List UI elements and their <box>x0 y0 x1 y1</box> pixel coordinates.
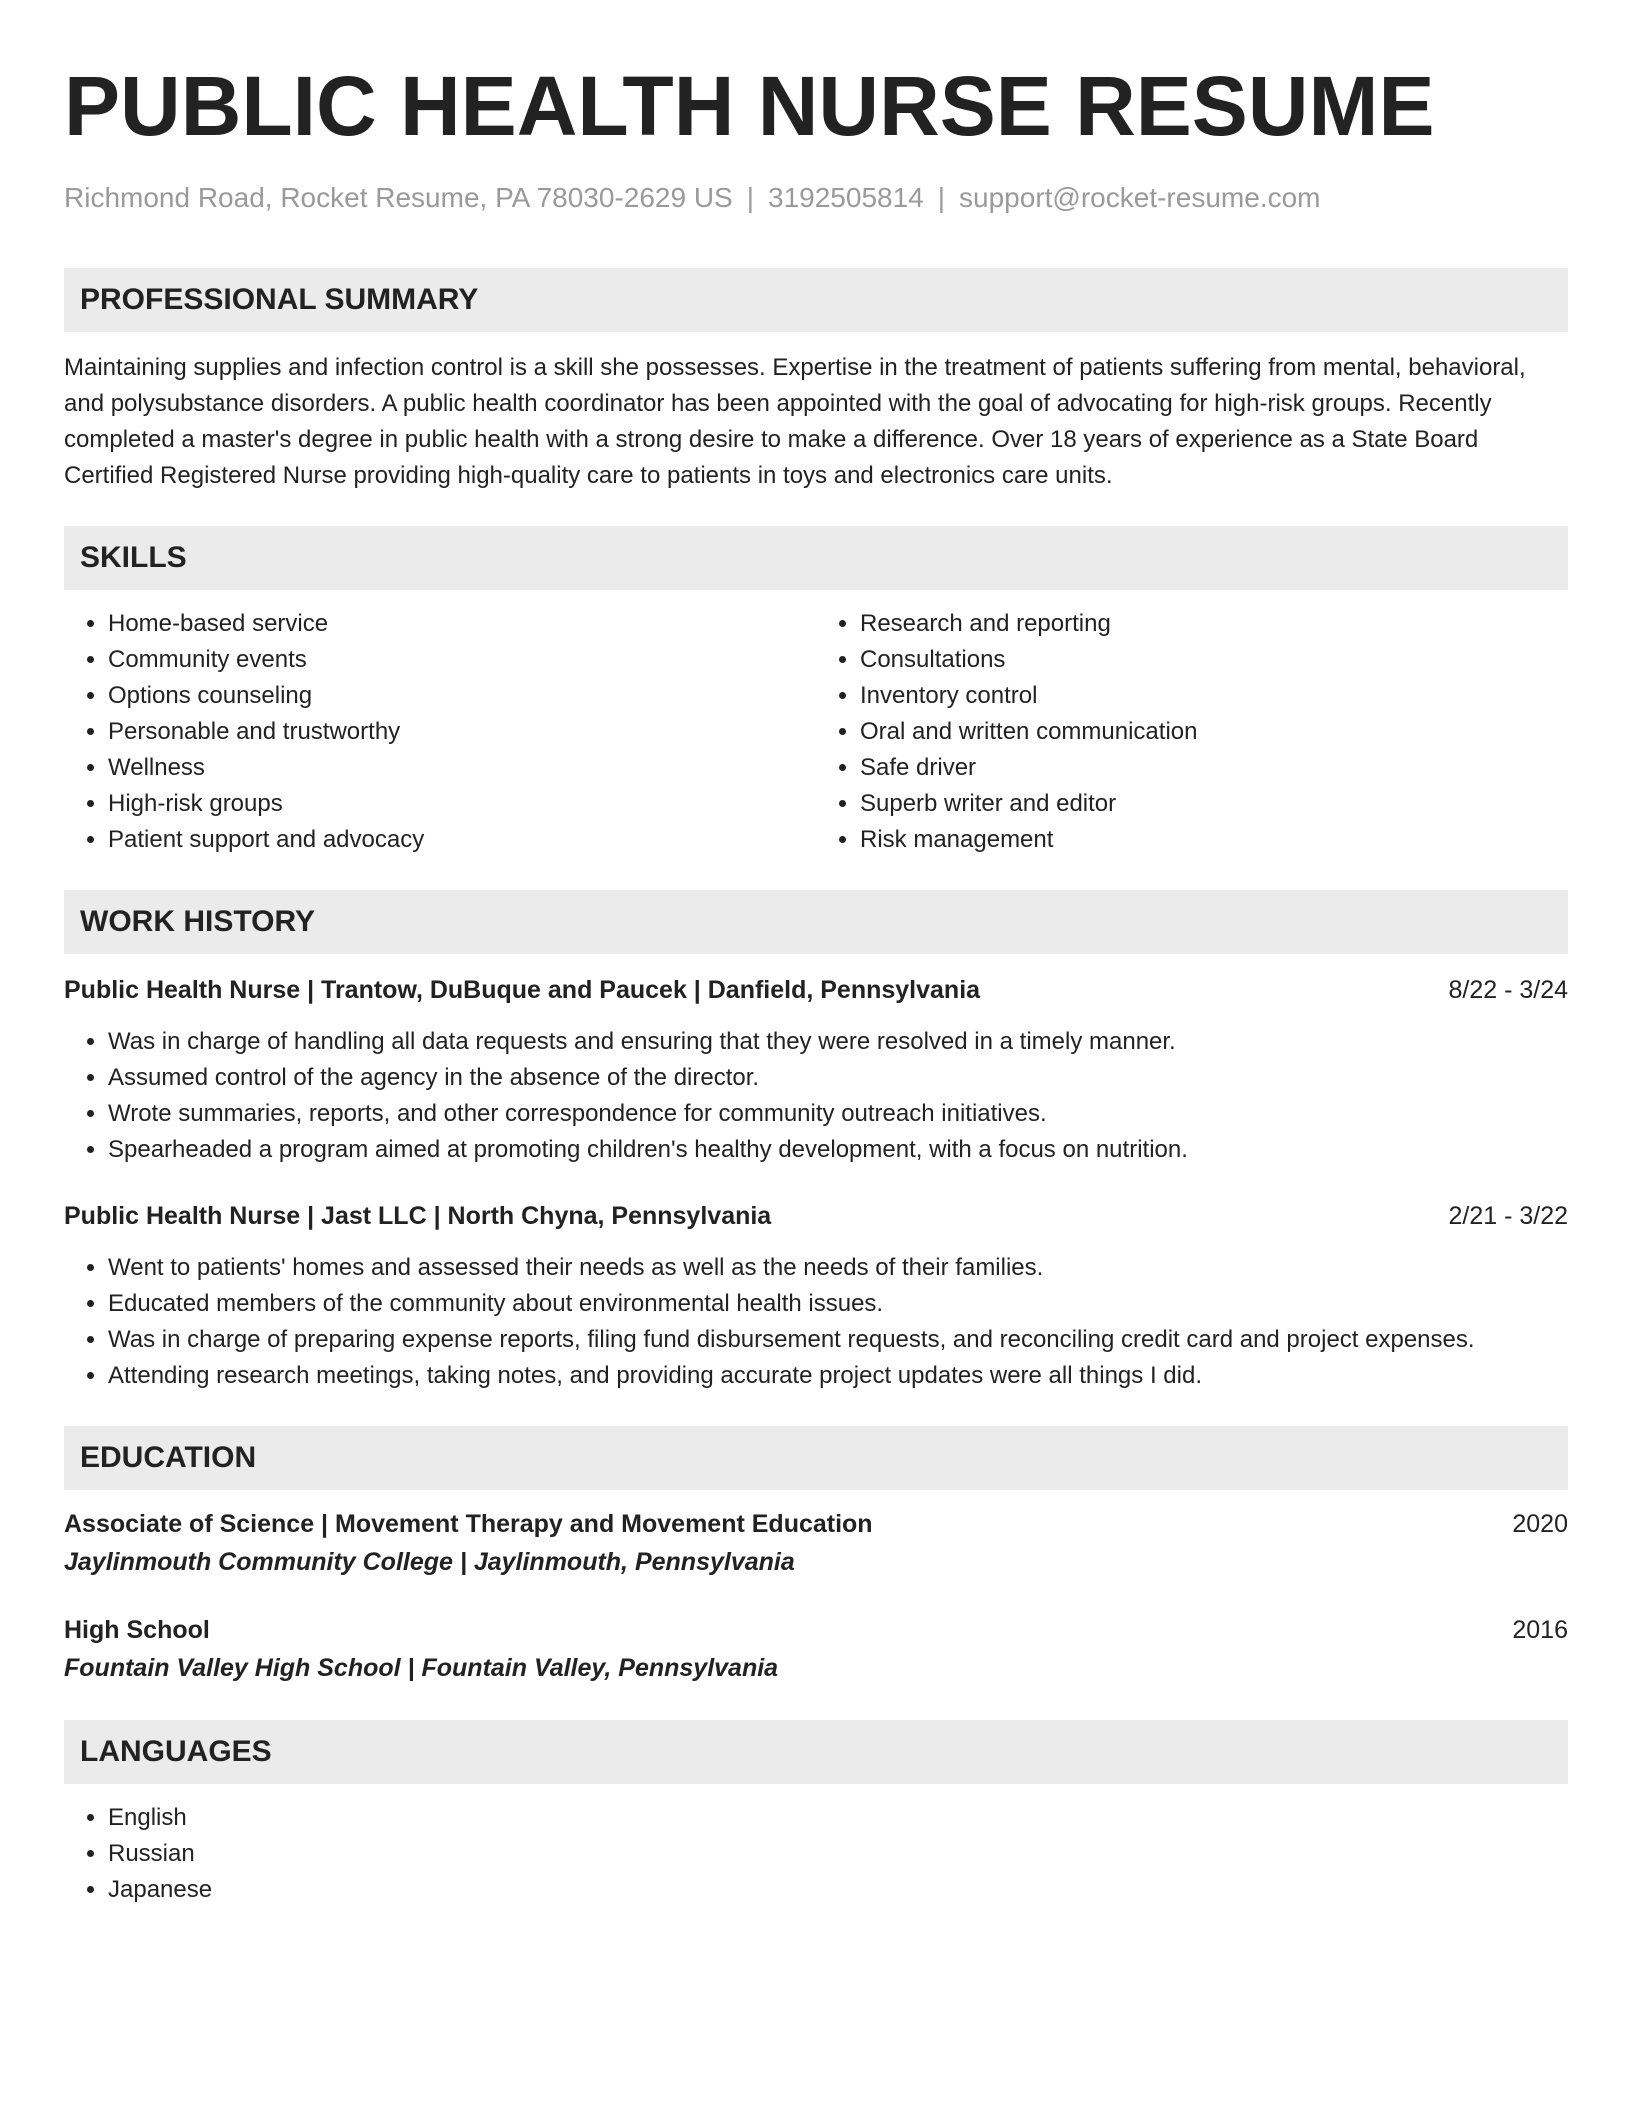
education-school: Jaylinmouth Community College | Jaylinmouth, Pennsylvania <box>64 1548 795 1576</box>
job-entry <box>64 972 1568 1168</box>
education-year: 2016 <box>1512 1616 1568 1644</box>
education-year: 2020 <box>1512 1510 1568 1538</box>
skill-item: • Options counseling <box>108 678 816 714</box>
job-header <box>64 1198 1568 1234</box>
skill-item: • Risk management <box>860 822 1568 858</box>
work-history-heading: WORK HISTORY <box>64 890 1568 954</box>
contact-separator: | <box>937 182 946 213</box>
job-dates: 8/22 - 3/24 <box>1448 976 1568 1004</box>
education-entry <box>64 1612 1568 1688</box>
education-school: Fountain Valley High School | Fountain Valley, Pennsylvania <box>64 1654 779 1682</box>
job-bullet: • Went to patients' homes and assessed their needs as well as the needs of their families. <box>108 1250 1568 1286</box>
contact-phone: 3192505814 <box>768 182 924 213</box>
job-bullet: • Was in charge of handling all data requests and ensuring that they were resolved in a timely manner. <box>108 1024 1568 1060</box>
skills-column-left <box>64 606 816 858</box>
job-title: Public Health Nurse | Jast LLC | North Chyna, Pennsylvania <box>64 1202 772 1230</box>
language-item: • English <box>108 1800 1568 1836</box>
education-header <box>64 1612 1568 1648</box>
job-dates: 2/21 - 3/22 <box>1448 1202 1568 1230</box>
education-heading: EDUCATION <box>64 1426 1568 1490</box>
skill-item: • Patient support and advocacy <box>108 822 816 858</box>
job-bullets <box>64 1250 1568 1394</box>
job-bullet: • Attending research meetings, taking notes, and providing accurate project updates were all things I did. <box>108 1358 1568 1394</box>
summary-text: Maintaining supplies and infection control is a skill she possesses. Expertise in the treatment of patients suffering from mental, behavioral, and polysubstance disorders. A public health coordinator has been appointed with the goal of advocating for high-risk groups. Recently completed a master's degree in public health with a strong desire to make a difference. Over 18 years of experience as a State Board Certified Registered Nurse providing high-quality care to patients in toys and electronics care units. <box>64 354 1526 489</box>
skill-item: • Research and reporting <box>860 606 1568 642</box>
job-bullets <box>64 1024 1568 1168</box>
contact-address: Richmond Road, Rocket Resume, PA 78030-2629 US <box>64 182 733 213</box>
languages-heading: LANGUAGES <box>64 1720 1568 1784</box>
skill-item: • High-risk groups <box>108 786 816 822</box>
skills-list <box>64 606 1568 858</box>
skill-item: • Community events <box>108 642 816 678</box>
contact-email: support@rocket-resume.com <box>959 182 1321 213</box>
job-bullet: • Was in charge of preparing expense reports, filing fund disbursement requests, and reconciling credit card and project expenses. <box>108 1322 1568 1358</box>
summary-heading: PROFESSIONAL SUMMARY <box>64 268 1568 332</box>
skill-item: • Wellness <box>108 750 816 786</box>
job-entry <box>64 1198 1568 1394</box>
skill-item: • Home-based service <box>108 606 816 642</box>
education-degree: High School <box>64 1616 210 1644</box>
education-degree: Associate of Science | Movement Therapy and Movement Education <box>64 1510 873 1538</box>
skills-heading: SKILLS <box>64 526 1568 590</box>
skill-item: • Consultations <box>860 642 1568 678</box>
skills-column-right <box>816 606 1568 858</box>
contact-line <box>64 180 1568 216</box>
job-bullet: • Assumed control of the agency in the absence of the director. <box>108 1060 1568 1096</box>
language-item: • Japanese <box>108 1872 1568 1908</box>
job-bullet: • Educated members of the community about environmental health issues. <box>108 1286 1568 1322</box>
skill-item: • Oral and written communication <box>860 714 1568 750</box>
job-header <box>64 972 1568 1008</box>
skill-item: • Inventory control <box>860 678 1568 714</box>
skill-item: • Personable and trustworthy <box>108 714 816 750</box>
education-entry <box>64 1506 1568 1582</box>
contact-separator: | <box>746 182 755 213</box>
language-item: • Russian <box>108 1836 1568 1872</box>
job-title: Public Health Nurse | Trantow, DuBuque and Paucek | Danfield, Pennsylvania <box>64 976 981 1004</box>
skill-item: • Safe driver <box>860 750 1568 786</box>
education-header <box>64 1506 1568 1542</box>
job-bullet: • Spearheaded a program aimed at promoting children's healthy development, with a focus on nutrition. <box>108 1132 1568 1168</box>
job-bullet: • Wrote summaries, reports, and other correspondence for community outreach initiatives. <box>108 1096 1568 1132</box>
skill-item: • Superb writer and editor <box>860 786 1568 822</box>
resume-title: PUBLIC HEALTH NURSE RESUME <box>64 59 1435 153</box>
languages-list <box>64 1800 1568 1908</box>
